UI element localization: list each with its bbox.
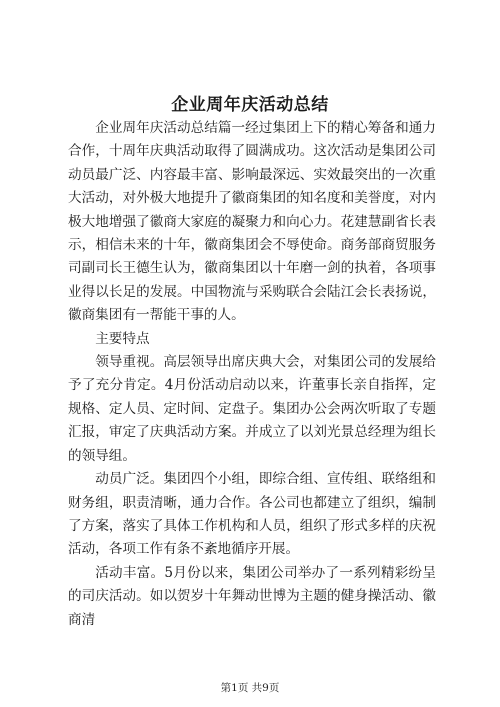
- paragraph-mobilization: 动员广泛。集团四个小组，即综合组、宣传组、联络组和财务组，职责清晰，通力合作。各公司也都建立了组织，编制了方案，落实了具体工作机构和人员，组织了形式多样的庆祝活动，各项工作有条不紊地循序开展。: [68, 471, 436, 558]
- paragraph-activities: 活动丰富。5月份以来，集团公司举办了一系列精彩纷呈的司庆活动。如以贺岁十年舞动世博为主题的健身操活动、徽商清: [68, 564, 436, 628]
- document-title: 企业周年庆活动总结: [171, 95, 329, 115]
- page-number-footer: 第1页 共9页: [220, 682, 280, 694]
- section-heading-main-features: 主要特点: [95, 330, 150, 347]
- paragraph-intro: 企业周年庆活动总结篇一经过集团上下的精心筹备和通力合作，十周年庆典活动取得了圆满成功。这次活动是集团公司动员最广泛、内容最丰富、影响最深远、实效最突出的一次重大活动，对外极大地提升了徽商集团的知名度和美誉度，对内极大地增强了徽商大家庭的凝聚力和向心力。花建慧副省长表示，相信未来的十年，徽商集团会不辱使命。商务部商贸服务司副司长王德生认为，徽商集团以十年磨一剑的执着，各项事业得以长足的发展。中国物流与采购联合会陆江会长表扬说，徽商集团有一帮能干事的人。: [68, 120, 436, 324]
- paragraph-leadership: 领导重视。高层领导出席庆典大会，对集团公司的发展给予了充分肯定。4月份活动启动以来，许董事长亲自指挥，定规格、定人员、定时间、定盘子。集团办公会两次听取了专题汇报，审定了庆典活动方案。并成立了以刘光景总经理为组长的领导组。: [68, 354, 436, 464]
- document-body: [68, 117, 436, 632]
